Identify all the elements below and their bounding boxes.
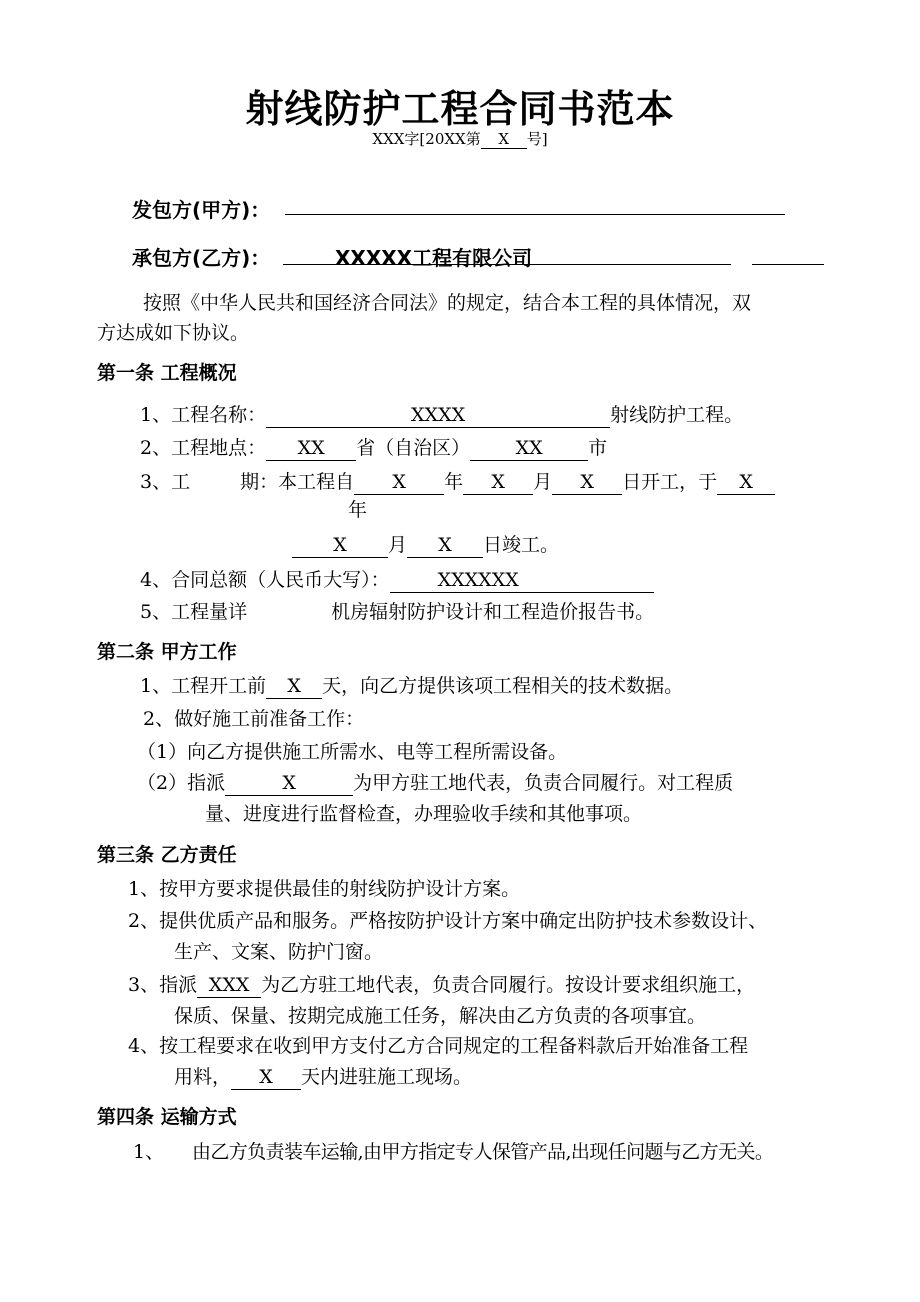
article-3-heading: 第三条 乙方责任 bbox=[97, 844, 237, 866]
a3-item-3-prefix: 3、指派 bbox=[128, 974, 198, 996]
article-3-item-1: 1、按甲方要求提供最佳的射线防护设计方案。 bbox=[128, 878, 521, 900]
item-5-label: 5、工程量详 bbox=[140, 601, 248, 623]
party-b-extra-blank bbox=[752, 264, 824, 265]
article-1-item-4 bbox=[140, 565, 654, 593]
item-2-label: 2、工程地点： bbox=[140, 437, 267, 459]
end-year: X bbox=[717, 472, 775, 495]
end-month-label: 月 bbox=[388, 534, 408, 556]
days-to-site: X bbox=[231, 1067, 301, 1090]
a2-sub-2-suffix: 为甲方驻工地代表，负责合同履行。对工程质 bbox=[353, 772, 734, 794]
contract-total-text: XXXXXX bbox=[437, 569, 519, 591]
article-3-item-2-line-2: 生产、文案、防护门窗。 bbox=[174, 941, 384, 963]
a2-item-1-prefix: 1、工程开工前 bbox=[140, 675, 267, 697]
start-year: X bbox=[354, 472, 444, 495]
party-b-label: 承包方(乙方)： bbox=[132, 246, 271, 270]
province-value: XX bbox=[266, 438, 356, 461]
article-2-sub-2 bbox=[137, 768, 733, 796]
a2-sub-2-prefix: （2）指派 bbox=[137, 772, 226, 794]
item-4-label: 4、合同总额（人民币大写）： bbox=[140, 569, 390, 591]
start-month: X bbox=[463, 472, 533, 495]
article-2-sub-2-line-2: 量、进度进行监督检查，办理验收手续和其他事项。 bbox=[205, 803, 643, 825]
article-1-item-2 bbox=[140, 433, 607, 461]
contract-total-value bbox=[390, 570, 654, 593]
a3-item-4-suffix: 天内进驻施工现场。 bbox=[301, 1066, 473, 1088]
party-a-blank bbox=[285, 214, 785, 215]
article-2-item-2: 2、做好施工前准备工作： bbox=[143, 708, 365, 730]
article-4-item-1-text: 由乙方负责装车运输,由甲方指定专人保管产品,出现任问题与乙方无关。 bbox=[192, 1141, 774, 1163]
article-3-item-3 bbox=[128, 970, 755, 998]
item-1-label: 1、工程名称： bbox=[140, 404, 267, 426]
article-4-item-1-number: 1、 bbox=[133, 1141, 165, 1163]
province-suffix: 省（自治区） bbox=[356, 437, 471, 459]
article-1-item-5 bbox=[140, 597, 654, 624]
city-suffix: 市 bbox=[588, 437, 608, 459]
party-b-field bbox=[283, 242, 731, 270]
article-1-item-1 bbox=[140, 400, 743, 428]
article-3-item-4-line-2 bbox=[174, 1062, 472, 1090]
start-suffix: 日开工，于 bbox=[622, 471, 718, 493]
month-label: 月 bbox=[533, 471, 553, 493]
end-month: X bbox=[292, 535, 388, 558]
article-2-item-1 bbox=[140, 671, 683, 699]
intro-line-1: 按照《中华人民共和国经济合同法》的规定，结合本工程的具体情况，双 bbox=[143, 292, 752, 314]
party-a-label: 发包方(甲方)： bbox=[132, 198, 271, 222]
end-year-label: 年 bbox=[348, 499, 368, 521]
article-1-heading: 第一条 工程概况 bbox=[97, 362, 237, 384]
article-4-heading: 第四条 运输方式 bbox=[97, 1106, 237, 1128]
end-day: X bbox=[407, 535, 483, 558]
a3-item-3-suffix: 为乙方驻工地代表，负责合同履行。按设计要求组织施工， bbox=[261, 974, 756, 996]
end-suffix: 日竣工。 bbox=[483, 534, 560, 556]
document-number bbox=[0, 128, 920, 149]
article-3-item-3-line-2: 保质、保量、按期完成施工任务，解决由乙方负责的各项事宜。 bbox=[174, 1005, 707, 1027]
party-a-representative: X bbox=[225, 773, 353, 796]
city-value: XX bbox=[470, 438, 588, 461]
article-1-item-3 bbox=[140, 467, 775, 495]
item-1-suffix: 射线防护工程。 bbox=[610, 404, 744, 426]
start-day: X bbox=[552, 472, 622, 495]
project-name-value: XXXX bbox=[266, 405, 610, 428]
item-3-label-2: 期：本工程自 bbox=[240, 471, 355, 493]
party-b-value: XXXXX工程有限公司 bbox=[335, 246, 533, 270]
article-2-heading: 第二条 甲方工作 bbox=[97, 641, 237, 663]
article-3-item-4-line-1: 4、按工程要求在收到甲方支付乙方合同规定的工程备料款后开始准备工程 bbox=[128, 1035, 749, 1057]
party-b-representative: XXX bbox=[197, 975, 261, 998]
doc-number-prefix: XXX字[20XX第 bbox=[372, 130, 481, 148]
doc-number-value: X bbox=[481, 131, 527, 149]
contract-title: 射线防护工程合同书范本 bbox=[245, 87, 675, 131]
article-2-sub-1: （1）向乙方提供施工所需水、电等工程所需设备。 bbox=[137, 741, 568, 763]
year-label: 年 bbox=[444, 471, 464, 493]
article-1-item-3-end bbox=[292, 530, 559, 558]
days-before-start: X bbox=[266, 676, 322, 699]
article-3-item-2-line-1: 2、提供优质产品和服务。严格按防护设计方案中确定出防护技术参数设计、 bbox=[128, 910, 768, 932]
item-3-label: 3、工 bbox=[140, 471, 191, 493]
item-5-value: 机房辐射防护设计和工程造价报告书。 bbox=[331, 601, 655, 623]
a3-item-4-prefix: 用料， bbox=[174, 1066, 232, 1088]
doc-number-suffix: 号] bbox=[526, 130, 548, 148]
intro-line-2: 方达成如下协议。 bbox=[97, 322, 250, 344]
a2-item-1-suffix: 天，向乙方提供该项工程相关的技术数据。 bbox=[322, 675, 684, 697]
